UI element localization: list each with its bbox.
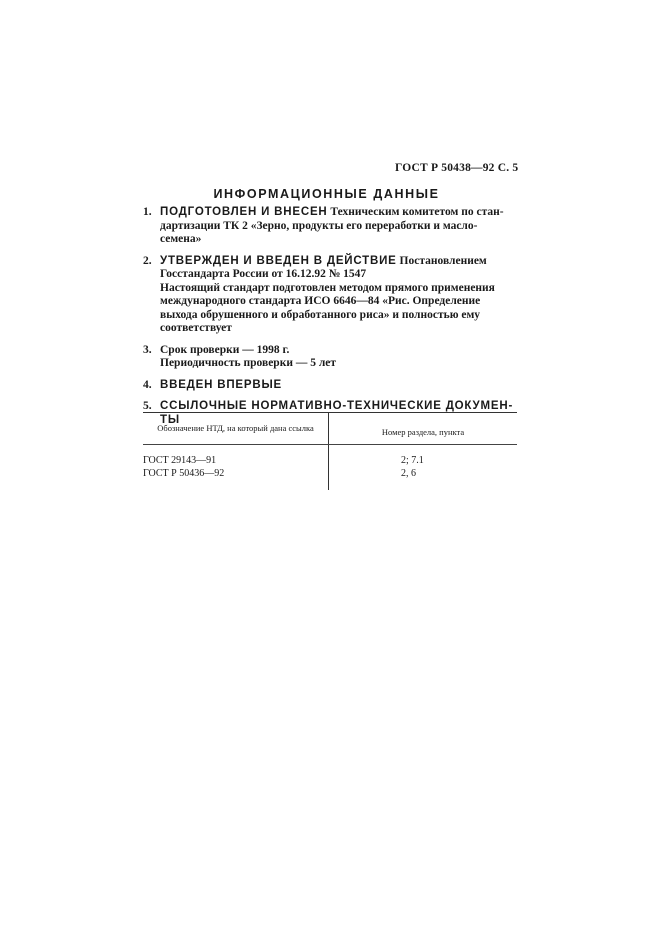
item-text: соответствует — [160, 322, 232, 334]
item-text: семена» — [160, 233, 202, 245]
table-column-ntd — [143, 445, 329, 490]
table-cell: 2; 7.1 — [401, 455, 424, 466]
item-text: Госстандарта России от 16.12.92 № 1547 — [160, 268, 367, 280]
table-column-section — [329, 445, 517, 490]
info-list — [143, 206, 517, 435]
item-lead: УТВЕРЖДЕН И ВВЕДЕН В ДЕЙСТВИЕ — [160, 254, 397, 267]
item-text: дартизации ТК 2 «Зерно, продукты его переработки и масло- — [160, 219, 478, 232]
item-text: Периодичность проверки — 5 лет — [160, 357, 337, 369]
item-text: международного стандарта ИСО 6646—84 «Рис. Определение — [160, 295, 481, 307]
table-cell: ГОСТ 29143—91 — [143, 455, 217, 466]
page-header: ГОСТ Р 50438—92 С. 5 — [395, 162, 519, 174]
table-body — [143, 445, 517, 490]
item-body — [160, 344, 517, 371]
item-number: 5. — [143, 400, 152, 412]
item-number: 2. — [143, 254, 152, 267]
item-line — [160, 255, 517, 269]
item-number: 3. — [143, 343, 152, 356]
table-header — [143, 412, 517, 445]
item-body — [160, 379, 517, 393]
table-cell: 2, 6 — [401, 467, 416, 479]
item-text: выхода обрушенного и обработанного риса» и полностью ему — [160, 308, 481, 321]
item-lead: ВВЕДЕН ВПЕРВЫЕ — [160, 378, 282, 391]
item-number: 1. — [143, 206, 152, 218]
item-body — [160, 255, 517, 336]
item-text: Срок проверки — 1998 г. — [160, 343, 290, 356]
item-body — [160, 206, 517, 247]
item-lead: ССЫЛОЧНЫЕ НОРМАТИВНО-ТЕХНИЧЕСКИЕ ДОКУМЕН- — [160, 400, 514, 412]
table-cell: ГОСТ Р 50436—92 — [143, 467, 225, 479]
table-header-cell-ntd: Обозначение НТД, на который дана ссылка — [143, 413, 329, 444]
item-lead-continued: ТЫ — [160, 413, 180, 426]
item-text: Техническим комитетом по стан- — [330, 206, 504, 218]
info-item-4 — [143, 379, 517, 393]
item-text: Настоящий стандарт подготовлен методом прямого применения — [160, 281, 495, 294]
table-header-cell-section: Номер раздела, пункта — [381, 426, 465, 437]
info-item-1 — [143, 206, 517, 247]
title-text: ИНФОРМАЦИОННЫЕ ДАННЫЕ — [213, 187, 440, 201]
section-title — [0, 187, 661, 201]
item-text: Постановлением — [399, 254, 487, 267]
item-number: 4. — [143, 378, 152, 391]
info-item-3 — [143, 344, 517, 371]
reference-table — [143, 412, 517, 490]
item-lead: ПОДГОТОВЛЕН И ВНЕСЕН — [160, 206, 328, 218]
item-line — [160, 206, 517, 220]
info-item-2 — [143, 255, 517, 336]
